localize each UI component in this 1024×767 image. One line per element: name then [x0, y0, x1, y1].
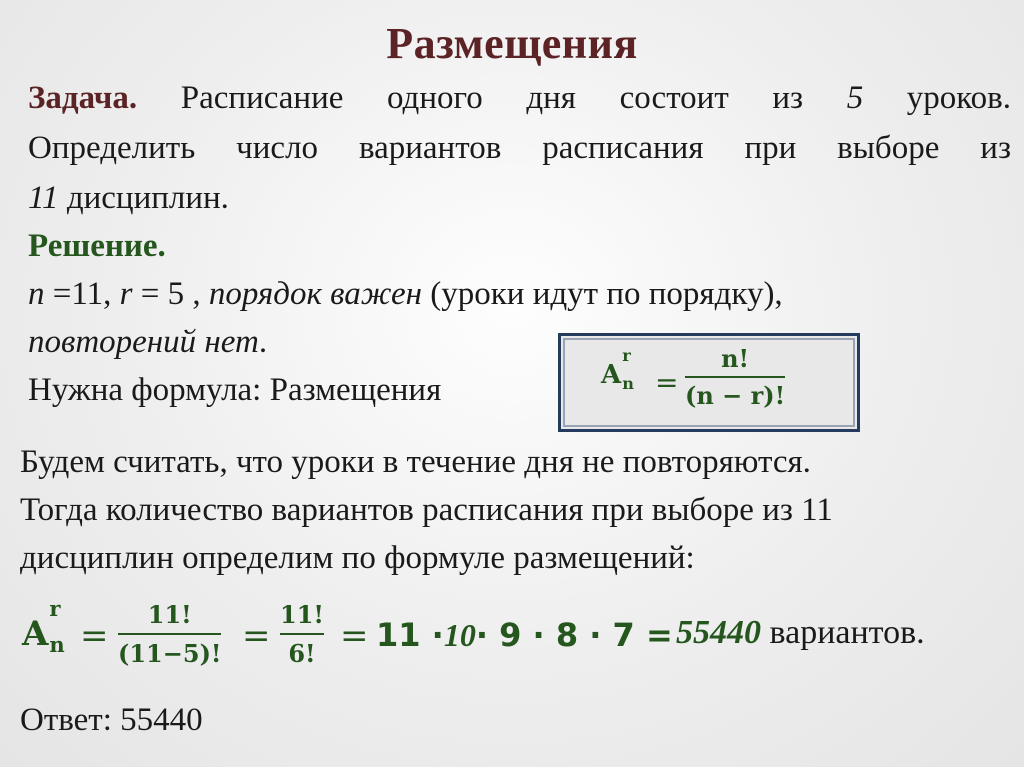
task-label: Задача. [28, 80, 138, 116]
calc-equals-3: = [340, 616, 369, 656]
solution-line-3: Нужна формула: Размещения [28, 372, 442, 408]
calc-result: 55440 вариантов. [676, 614, 925, 651]
solution-line-1: n =11, r = 5 , порядок важен (уроки идут по порядку), [28, 276, 783, 312]
task-line-2: Определить число вариантов расписания при выборе из [28, 130, 1011, 166]
calc-symbol: A r n [22, 596, 65, 657]
formula-equals: = [655, 366, 679, 399]
calc-fraction-2: 11! 6! [280, 600, 324, 668]
formula-symbol: A r n [601, 346, 634, 393]
solution-line-2: повторений нет. [28, 324, 268, 360]
calc-equals-2: = [242, 616, 271, 656]
slide-title: Размещения [386, 19, 638, 68]
paragraph-line-2: Тогда количество вариантов расписания при выборе из 11 [20, 492, 833, 528]
formula-denominator: (n − r)! [685, 381, 786, 410]
task-line-3: 11 дисциплин. [28, 180, 229, 216]
answer: Ответ: 55440 [20, 702, 203, 738]
solution-label: Решение. [28, 228, 166, 264]
formula-fraction [685, 344, 785, 410]
task-line-1: Задача. Расписание одного дня состоит из 5 уроков. [28, 80, 1011, 116]
calculation [20, 596, 1020, 676]
formula-box [558, 333, 860, 432]
result-value: 55440 [676, 614, 761, 651]
calc-fraction-1: 11! (11−5)! [118, 600, 222, 668]
paragraph-line-1: Будем считать, что уроки в течение дня не повторяются. [20, 444, 811, 480]
formula-numerator: n! [721, 344, 750, 373]
calc-equals-1: = [80, 616, 109, 656]
paragraph-line-3: дисциплин определим по формуле размещений: [20, 540, 695, 576]
calc-product: 11 ·10· 9 · 8 · 7 = [376, 616, 673, 654]
